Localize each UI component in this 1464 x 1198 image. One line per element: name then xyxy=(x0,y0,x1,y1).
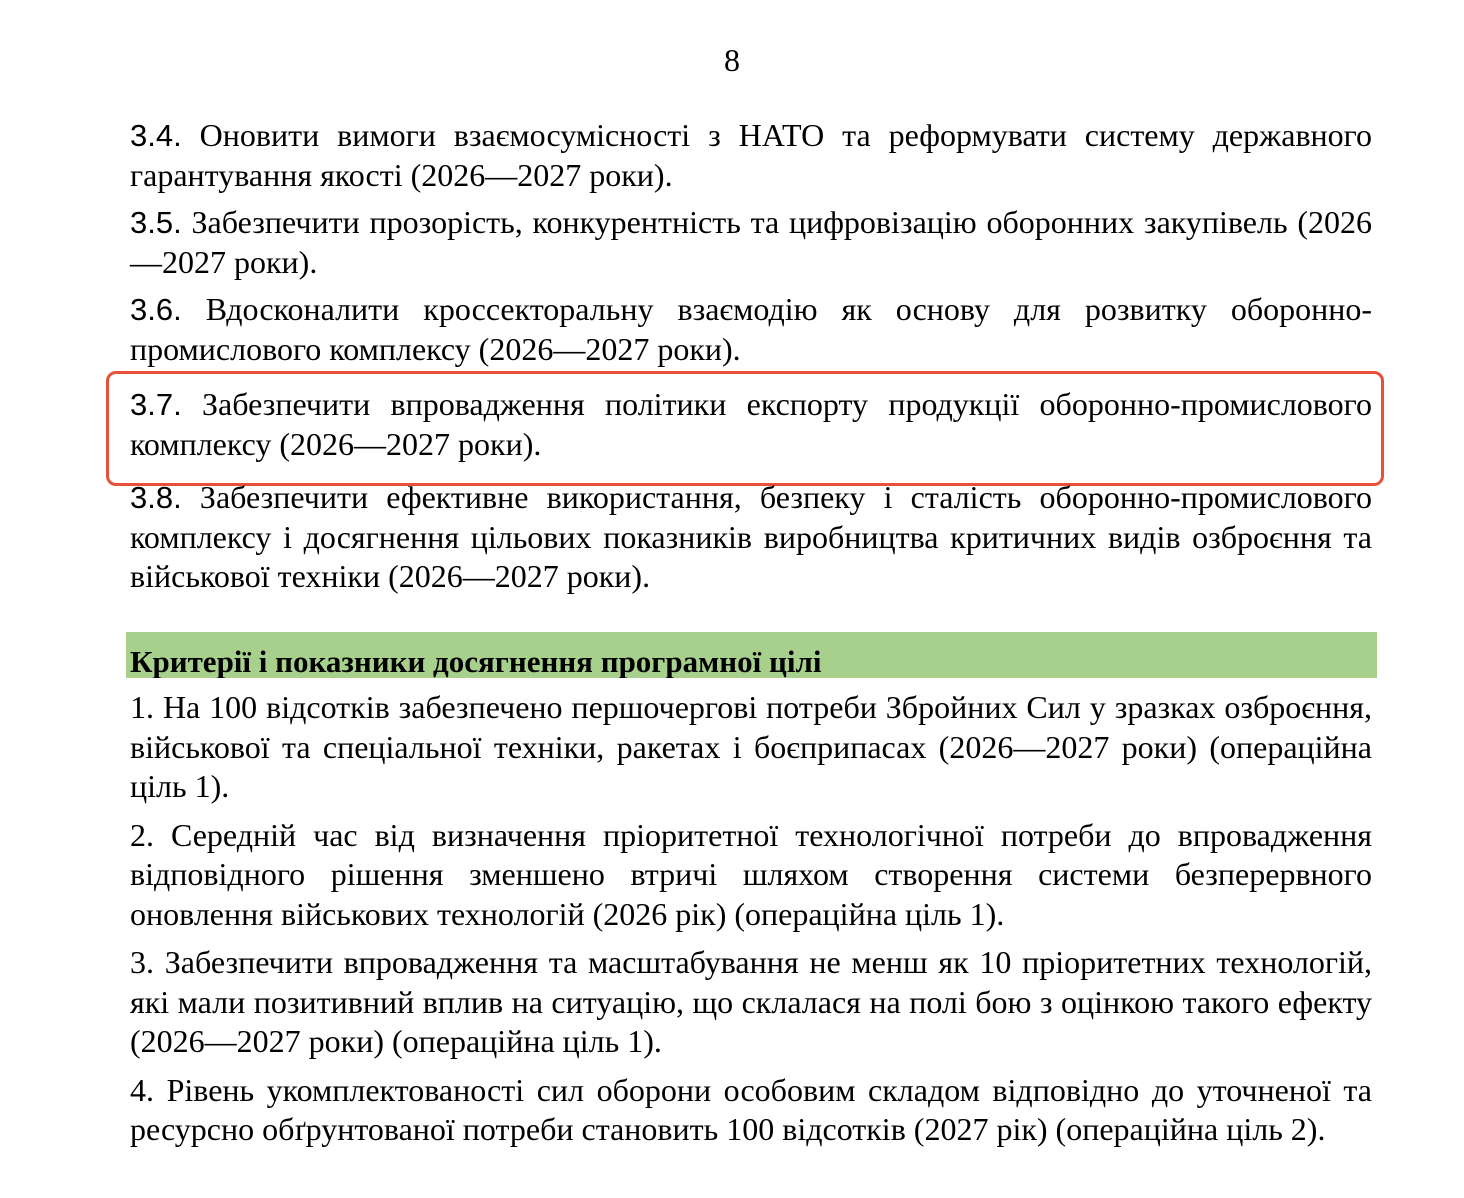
criteria-text: Рівень укомплектованості сил оборони особовим складом відповідно до уточненої та ресурсно обґрунтованої потреби становить 100 відсотків (2027 рік) (операційна ціль 2). xyxy=(130,1071,1373,1147)
task-number: 3.6. xyxy=(130,292,182,327)
criteria-item-4 xyxy=(130,1071,1372,1150)
task-number: 3.4. xyxy=(130,118,182,153)
criteria-number: 4. xyxy=(130,1071,154,1108)
task-text: Оновити вимоги взаємосумісності з НАТО та реформувати систему державного гарантування якості (2026—2027 роки). xyxy=(130,117,1373,193)
criteria-list xyxy=(130,688,1372,1159)
criteria-item-3 xyxy=(130,943,1372,1062)
task-text: Забезпечити впровадження політики експорту продукції оборонно-промислового комплексу (2026—2027 роки). xyxy=(130,386,1373,462)
task-number: 3.8. xyxy=(130,480,182,515)
task-item-3-8 xyxy=(130,478,1372,597)
task-number: 3.5. xyxy=(130,205,182,240)
task-item-3-7-highlighted xyxy=(130,385,1372,464)
criteria-number: 1. xyxy=(130,689,154,725)
criteria-number: 2. xyxy=(130,816,154,853)
criteria-text: Забезпечити впровадження та масштабування не менш як 10 пріоритетних технологій, які мали позитивний вплив на ситуацію, що склалася на полі бою з оцінкою такого ефекту (2026—2027 роки) (операційна ціль 1). xyxy=(130,944,1373,1059)
section-heading: Критерії і показники досягнення програмної цілі xyxy=(126,632,1377,678)
task-list xyxy=(130,116,1372,605)
task-text: Забезпечити прозорість, конкурентність та цифровізацію оборонних закупівель (2026—2027 роки). xyxy=(130,204,1373,280)
task-item-3-5 xyxy=(130,203,1372,282)
criteria-item-1 xyxy=(130,688,1372,807)
task-text: Вдосконалити кроссекторальну взаємодію як основу для розвитку оборонно-промислового комплексу (2026—2027 роки). xyxy=(130,291,1373,367)
task-text: Забезпечити ефективне використання, безпеку і сталість оборонно-промислового комплексу і досягнення цільових показників виробництва критичних видів озброєння та військової техніки (2026—2027 роки). xyxy=(130,479,1373,594)
criteria-number: 3. xyxy=(130,944,154,980)
page-number: 8 xyxy=(724,42,740,78)
criteria-text: На 100 відсотків забезпечено першочергові потреби Збройних Сил у зразках озброєння, військової та спеціальної техніки, ракетах і боєприпасах (2026—2027 роки) (операційна ціль 1). xyxy=(130,689,1373,804)
task-item-3-4 xyxy=(130,116,1372,195)
task-number: 3.7. xyxy=(130,387,182,422)
task-item-3-6 xyxy=(130,290,1372,369)
criteria-item-2 xyxy=(130,816,1372,935)
criteria-text: Середній час від визначення пріоритетної технологічної потреби до впровадження відповідного рішення зменшено втричі шляхом створення системи безперервного оновлення військових технологій (2026 рік) (операційна ціль 1). xyxy=(130,816,1373,932)
